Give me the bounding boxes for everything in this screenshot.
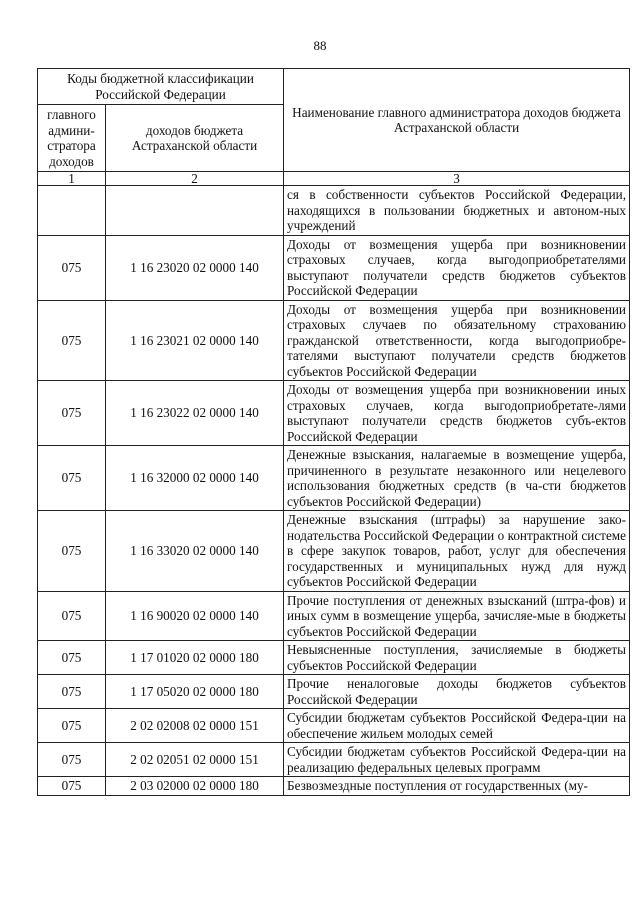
header-main-administrator: главного админи-стратора доходов xyxy=(38,105,106,172)
income-description-cell: Прочие неналоговые доходы бюджетов субъектов Российской Федерации xyxy=(284,675,630,709)
income-code-cell xyxy=(106,186,284,236)
income-description-cell: Денежные взыскания, налагаемые в возмещение ущерба, причиненного в результате незаконного или нецелевого использования бюджетных средств (в ча-сти бюджетов субъектов Российской Федерации) xyxy=(284,446,630,511)
header-col-number-1: 1 xyxy=(38,172,106,186)
income-description-cell: Субсидии бюджетам субъектов Российской Федера-ции на реализацию федеральных целевых программ xyxy=(284,743,630,777)
income-description-cell: Доходы от возмещения ущерба при возникновении страховых случаев по обязательному страхованию гражданской ответственности, когда выгодоприобре-тателями выступают получатели средств бюджетов субъектов Российской Федерации xyxy=(284,300,630,381)
income-code-cell: 1 16 90020 02 0000 140 xyxy=(106,591,284,641)
table-row xyxy=(38,777,630,796)
income-description-cell: Денежные взыскания (штрафы) за нарушение зако-нодательства Российской Федерации о контрактной системе в сфере закупок товаров, работ, услуг для обеспечения государственных и муниципальных нужд для нужд субъектов Российской Федерации xyxy=(284,511,630,592)
income-code-cell: 1 17 05020 02 0000 180 xyxy=(106,675,284,709)
table-row xyxy=(38,186,630,236)
income-code-cell: 2 02 02051 02 0000 151 xyxy=(106,743,284,777)
income-description-cell: Безвозмездные поступления от государственных (му- xyxy=(284,777,630,796)
income-code-cell: 1 16 23020 02 0000 140 xyxy=(106,235,284,300)
table-row xyxy=(38,511,630,592)
header-administrator-name: Наименование главного администратора доходов бюджета Астраханской области xyxy=(284,69,630,172)
table-row xyxy=(38,709,630,743)
page-number: 88 xyxy=(313,38,327,53)
table-row xyxy=(38,591,630,641)
table-row xyxy=(38,235,630,300)
admin-code-cell: 075 xyxy=(38,777,106,796)
admin-code-cell: 075 xyxy=(38,446,106,511)
income-code-cell: 1 16 23022 02 0000 140 xyxy=(106,381,284,446)
table-row xyxy=(38,641,630,675)
table-row xyxy=(38,743,630,777)
admin-code-cell: 075 xyxy=(38,641,106,675)
admin-code-cell: 075 xyxy=(38,709,106,743)
income-administrators-table xyxy=(37,68,630,796)
income-description-cell: Доходы от возмещения ущерба при возникновении иных страховых случаев, когда выгодоприобретате-лями выступают получатели средств бюджетов субъ-ектов Российской Федерации xyxy=(284,381,630,446)
table-row xyxy=(38,300,630,381)
income-description-cell: Прочие поступления от денежных взысканий (штра-фов) и иных сумм в возмещение ущерба, зачисляе-мые в бюджеты субъектов Российской Федерации xyxy=(284,591,630,641)
table-row xyxy=(38,446,630,511)
admin-code-cell xyxy=(38,186,106,236)
income-code-cell: 1 16 33020 02 0000 140 xyxy=(106,511,284,592)
income-code-cell: 1 17 01020 02 0000 180 xyxy=(106,641,284,675)
income-code-cell: 1 16 23021 02 0000 140 xyxy=(106,300,284,381)
income-code-cell: 2 02 02008 02 0000 151 xyxy=(106,709,284,743)
admin-code-cell: 075 xyxy=(38,675,106,709)
header-col-number-3: 3 xyxy=(284,172,630,186)
header-col-number-2: 2 xyxy=(106,172,284,186)
admin-code-cell: 075 xyxy=(38,235,106,300)
income-description-cell: Доходы от возмещения ущерба при возникновении страховых случаев, когда выгодоприобретателями выступают получатели средств бюджетов субъектов Российской Федерации xyxy=(284,235,630,300)
admin-code-cell: 075 xyxy=(38,511,106,592)
income-description-cell: Невыясненные поступления, зачисляемые в бюджеты субъектов Российской Федерации xyxy=(284,641,630,675)
header-income-code: доходов бюджета Астраханской области xyxy=(106,105,284,172)
income-description-cell: ся в собственности субъектов Российской Федерации, находящихся в пользовании бюджетных и автоном-ных учреждений xyxy=(284,186,630,236)
admin-code-cell: 075 xyxy=(38,381,106,446)
admin-code-cell: 075 xyxy=(38,591,106,641)
table-row xyxy=(38,675,630,709)
admin-code-cell: 075 xyxy=(38,300,106,381)
income-code-cell: 2 03 02000 02 0000 180 xyxy=(106,777,284,796)
table-row xyxy=(38,381,630,446)
income-code-cell: 1 16 32000 02 0000 140 xyxy=(106,446,284,511)
income-description-cell: Субсидии бюджетам субъектов Российской Федера-ции на обеспечение жильем молодых семей xyxy=(284,709,630,743)
admin-code-cell: 075 xyxy=(38,743,106,777)
header-budget-codes: Коды бюджетной классификации Российской Федерации xyxy=(38,69,284,105)
